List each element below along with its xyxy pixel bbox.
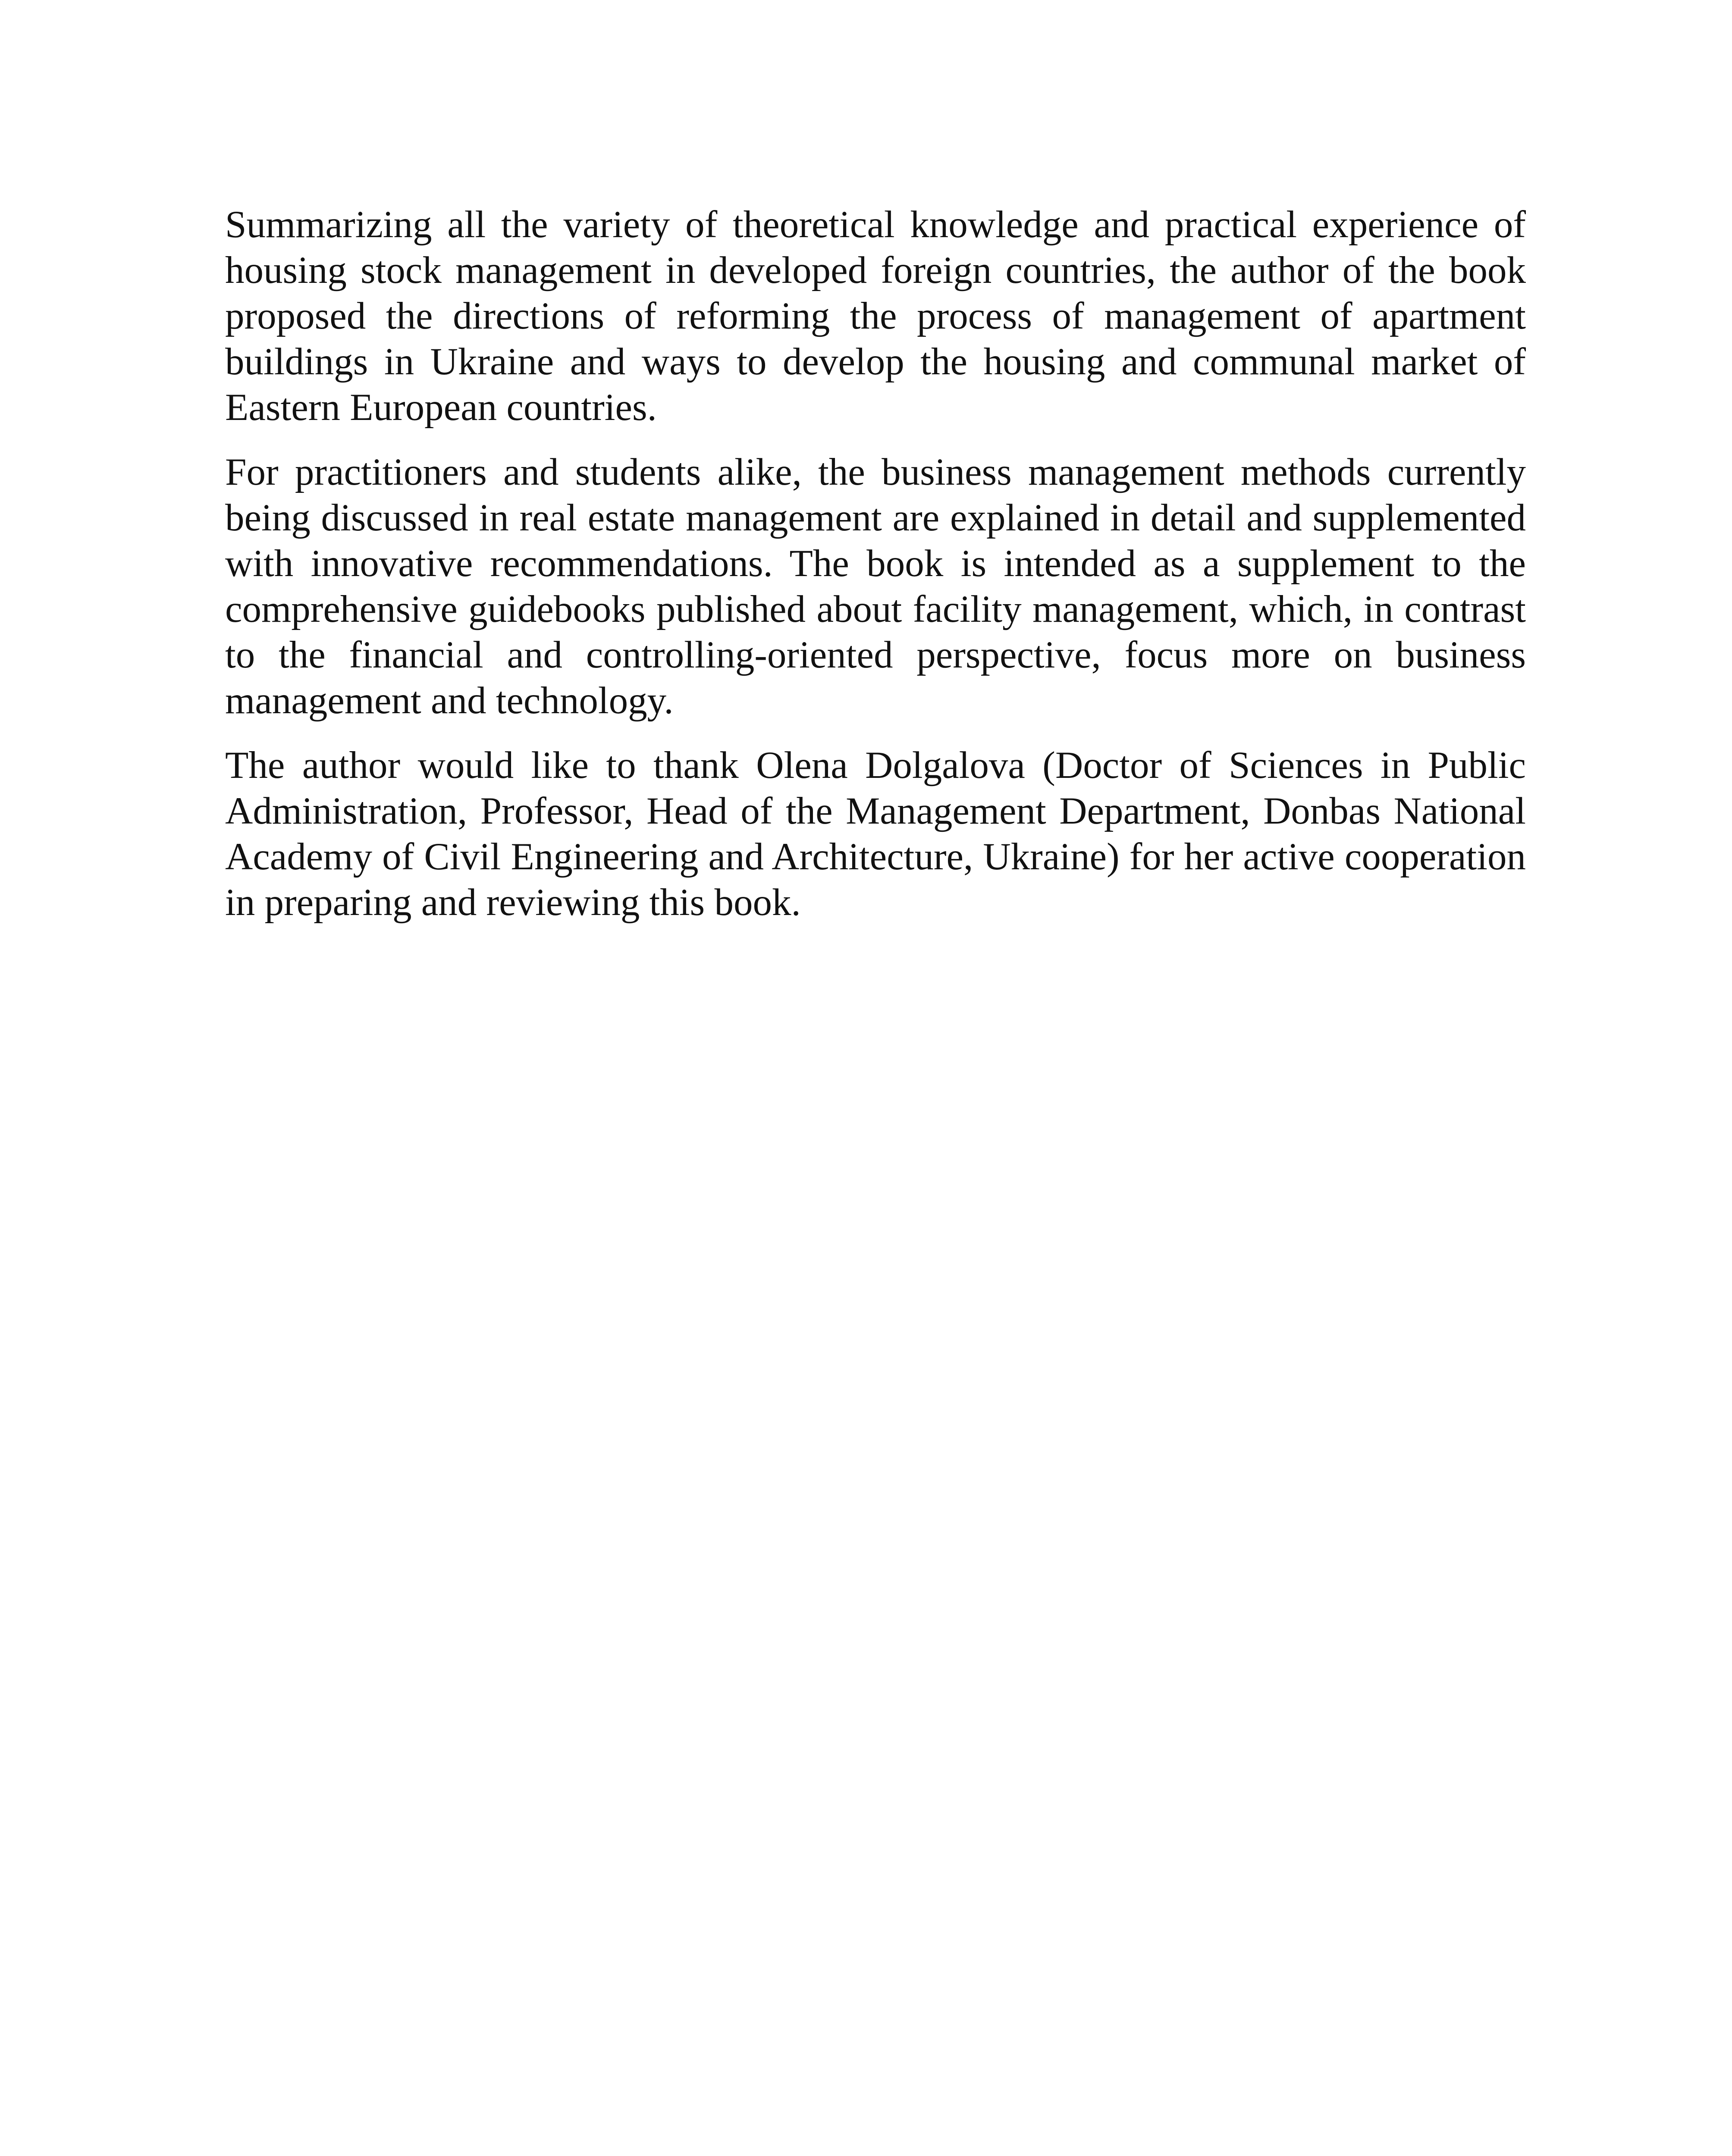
- paragraph-acknowledgement: The author would like to thank Olena Dolgalova (Doctor of Sciences in Public Administration, Professor, Head of the Management Department, Donbas National Academy of Civil Engineering and Architecture, Ukraine) for her active cooperation in preparing and reviewing this book.: [225, 744, 1526, 924]
- paragraph-audience: For practitioners and students alike, the business management methods currently being discussed in real estate management are explained in detail and supplemented with innovative recommendations. The book is intended as a supplement to the comprehensive guidebooks published about facility management, which, in contrast to the financial and controlling-oriented perspective, focus more on business management and technology.: [225, 451, 1526, 722]
- paragraph-summary: Summarizing all the variety of theoretical knowledge and practical experience of housing stock management in developed foreign countries, the author of the book proposed the directions of reforming the process of management of apartment buildings in Ukraine and ways to develop the housing and communal market of Eastern European countries.: [225, 204, 1526, 429]
- body-text: [225, 202, 1526, 944]
